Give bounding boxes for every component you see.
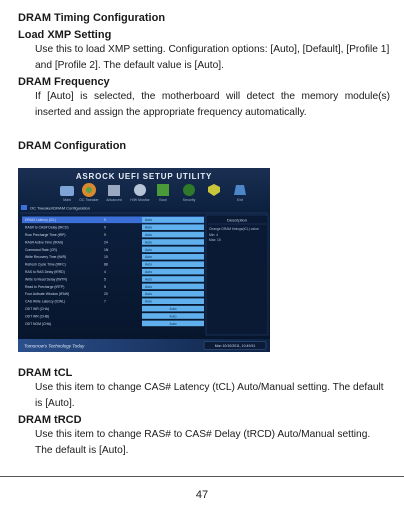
advanced-tab-icon[interactable] [108,185,120,196]
setting-current-value: 88 [104,262,108,267]
setting-current-value: 24 [104,240,108,245]
setting-label: Row Precharge Time (tRP) [25,233,66,237]
footer-slogan: Tomorrow's Technology Today [24,343,85,349]
setting-option-value: Auto [145,270,152,274]
setting-current-value: 20 [104,292,108,297]
boot-tab-icon[interactable] [157,184,169,196]
figure-title: DRAM Configuration [18,140,127,152]
setting-option-value: Auto [145,255,152,260]
setting-option-value: Auto [145,240,152,245]
breadcrumb: OC Tweaker\DRAM Configuration [30,205,90,211]
setting-current-value: 4 [104,270,106,274]
description-min: Min: 4 [209,233,218,237]
setting-option-value: Auto [145,247,152,252]
oc-tweaker-tab-icon-core [86,187,92,193]
setting-option-value: Auto [145,218,152,223]
hw-monitor-tab-icon[interactable] [134,184,146,196]
setting-option-value: Auto [145,233,152,237]
setting-option-value: Auto [145,284,152,289]
setting-option-value: Auto [169,321,177,326]
setting-row[interactable] [22,217,204,224]
description-label: Description [226,217,248,223]
body-load-xmp: Use this to load XMP setting. Configuration options: [Auto], [Default], [Profile 1] and [Profile 2]. The default value is [Auto]. [35,44,390,71]
bios-svg [18,168,270,352]
description-max: Max: 15 [209,238,221,242]
setting-current-value: 1N [104,247,109,252]
setting-label: ODT NOM (CHA) [25,321,52,326]
setting-option-value: Auto [145,292,152,297]
setting-option-value: Auto [145,299,152,304]
body-dram-frequency: If [Auto] is selected, the motherboard will detect the memory module(s) inserted and assign the appropriate frequency automatically. [35,91,390,118]
setting-label: ODT WR (CHA) [25,307,50,311]
tab-hw-monitor[interactable]: H/W Monitor [130,198,150,202]
body-dram-tcl: Use this item to change CAS# Latency (tCL) Auto/Manual setting. The default is [Auto]. [35,382,384,409]
heading-dram-frequency: DRAM Frequency [18,76,110,88]
tab-exit[interactable]: Exit [237,198,243,202]
setting-current-value: 10 [104,255,108,260]
setting-option-value: Auto [169,307,177,311]
setting-label: Write to Read Delay (tWTR) [25,277,68,282]
security-tab-icon[interactable] [183,184,195,196]
tab-oc-tweaker[interactable]: OC Tweaker [79,198,99,202]
setting-label: ODT WR (CHB) [25,314,50,319]
heading-load-xmp: Load XMP Setting [18,29,112,41]
setting-label: Write Recovery Time (tWR) [25,255,67,260]
setting-label: RAS# to CAS# Delay (tRCD) [25,225,69,230]
setting-current-value: 9 [104,225,106,230]
setting-label: Refresh Cycle Time (tRFC) [25,262,66,267]
setting-current-value: 9 [104,218,106,223]
back-arrow-icon[interactable] [21,205,27,210]
heading-dram-tcl: DRAM tCL [18,367,73,379]
setting-current-value: 7 [104,299,106,304]
setting-option-value: Auto [169,314,177,319]
setting-label: Read to Precharge (tRTP) [25,284,65,289]
setting-current-value: 9 [104,233,106,237]
main-tab-icon[interactable] [60,186,74,196]
setting-label: CAS Write Latency (tCWL) [25,299,66,304]
setting-label: RAS to RAS Delay (tRRD) [25,270,65,274]
section-title: DRAM Timing Configuration [18,12,166,24]
tab-main[interactable]: Main [63,198,71,202]
tab-advanced[interactable]: Advanced [106,198,122,202]
heading-dram-trcd: DRAM tRCD [18,414,82,426]
footer-rule [0,476,404,477]
body-dram-trcd: Use this item to change RAS# to CAS# Delay (tRCD) Auto/Manual setting. The default is [Auto]. [35,429,371,456]
setting-current-value: 5 [104,277,106,282]
setting-option-value: Auto [145,262,152,267]
setting-current-value: 5 [104,284,106,289]
bios-screenshot [18,168,270,352]
setting-label: Command Rate (CR) [25,247,57,252]
footer-clock: Mon 10/10/2011, 10:49:51 [214,344,256,348]
setting-option-value: Auto [145,225,152,230]
tab-security[interactable]: Security [182,198,196,202]
tab-boot[interactable]: Boot [159,198,167,202]
setting-label: DRAM Latency (tCL) [25,218,57,223]
exit-tab-icon[interactable] [234,185,246,195]
description-text: Change DRAM timings(tCL) value. [209,227,260,231]
bios-title: ASROCK UEFI SETUP UTILITY [75,172,213,181]
setting-label: RAS# Active Time (tRAS) [25,240,64,245]
setting-label: Four Activate Window (tFAW) [25,292,70,297]
setting-option-value: Auto [145,277,152,282]
page-number: 47 [195,489,209,501]
